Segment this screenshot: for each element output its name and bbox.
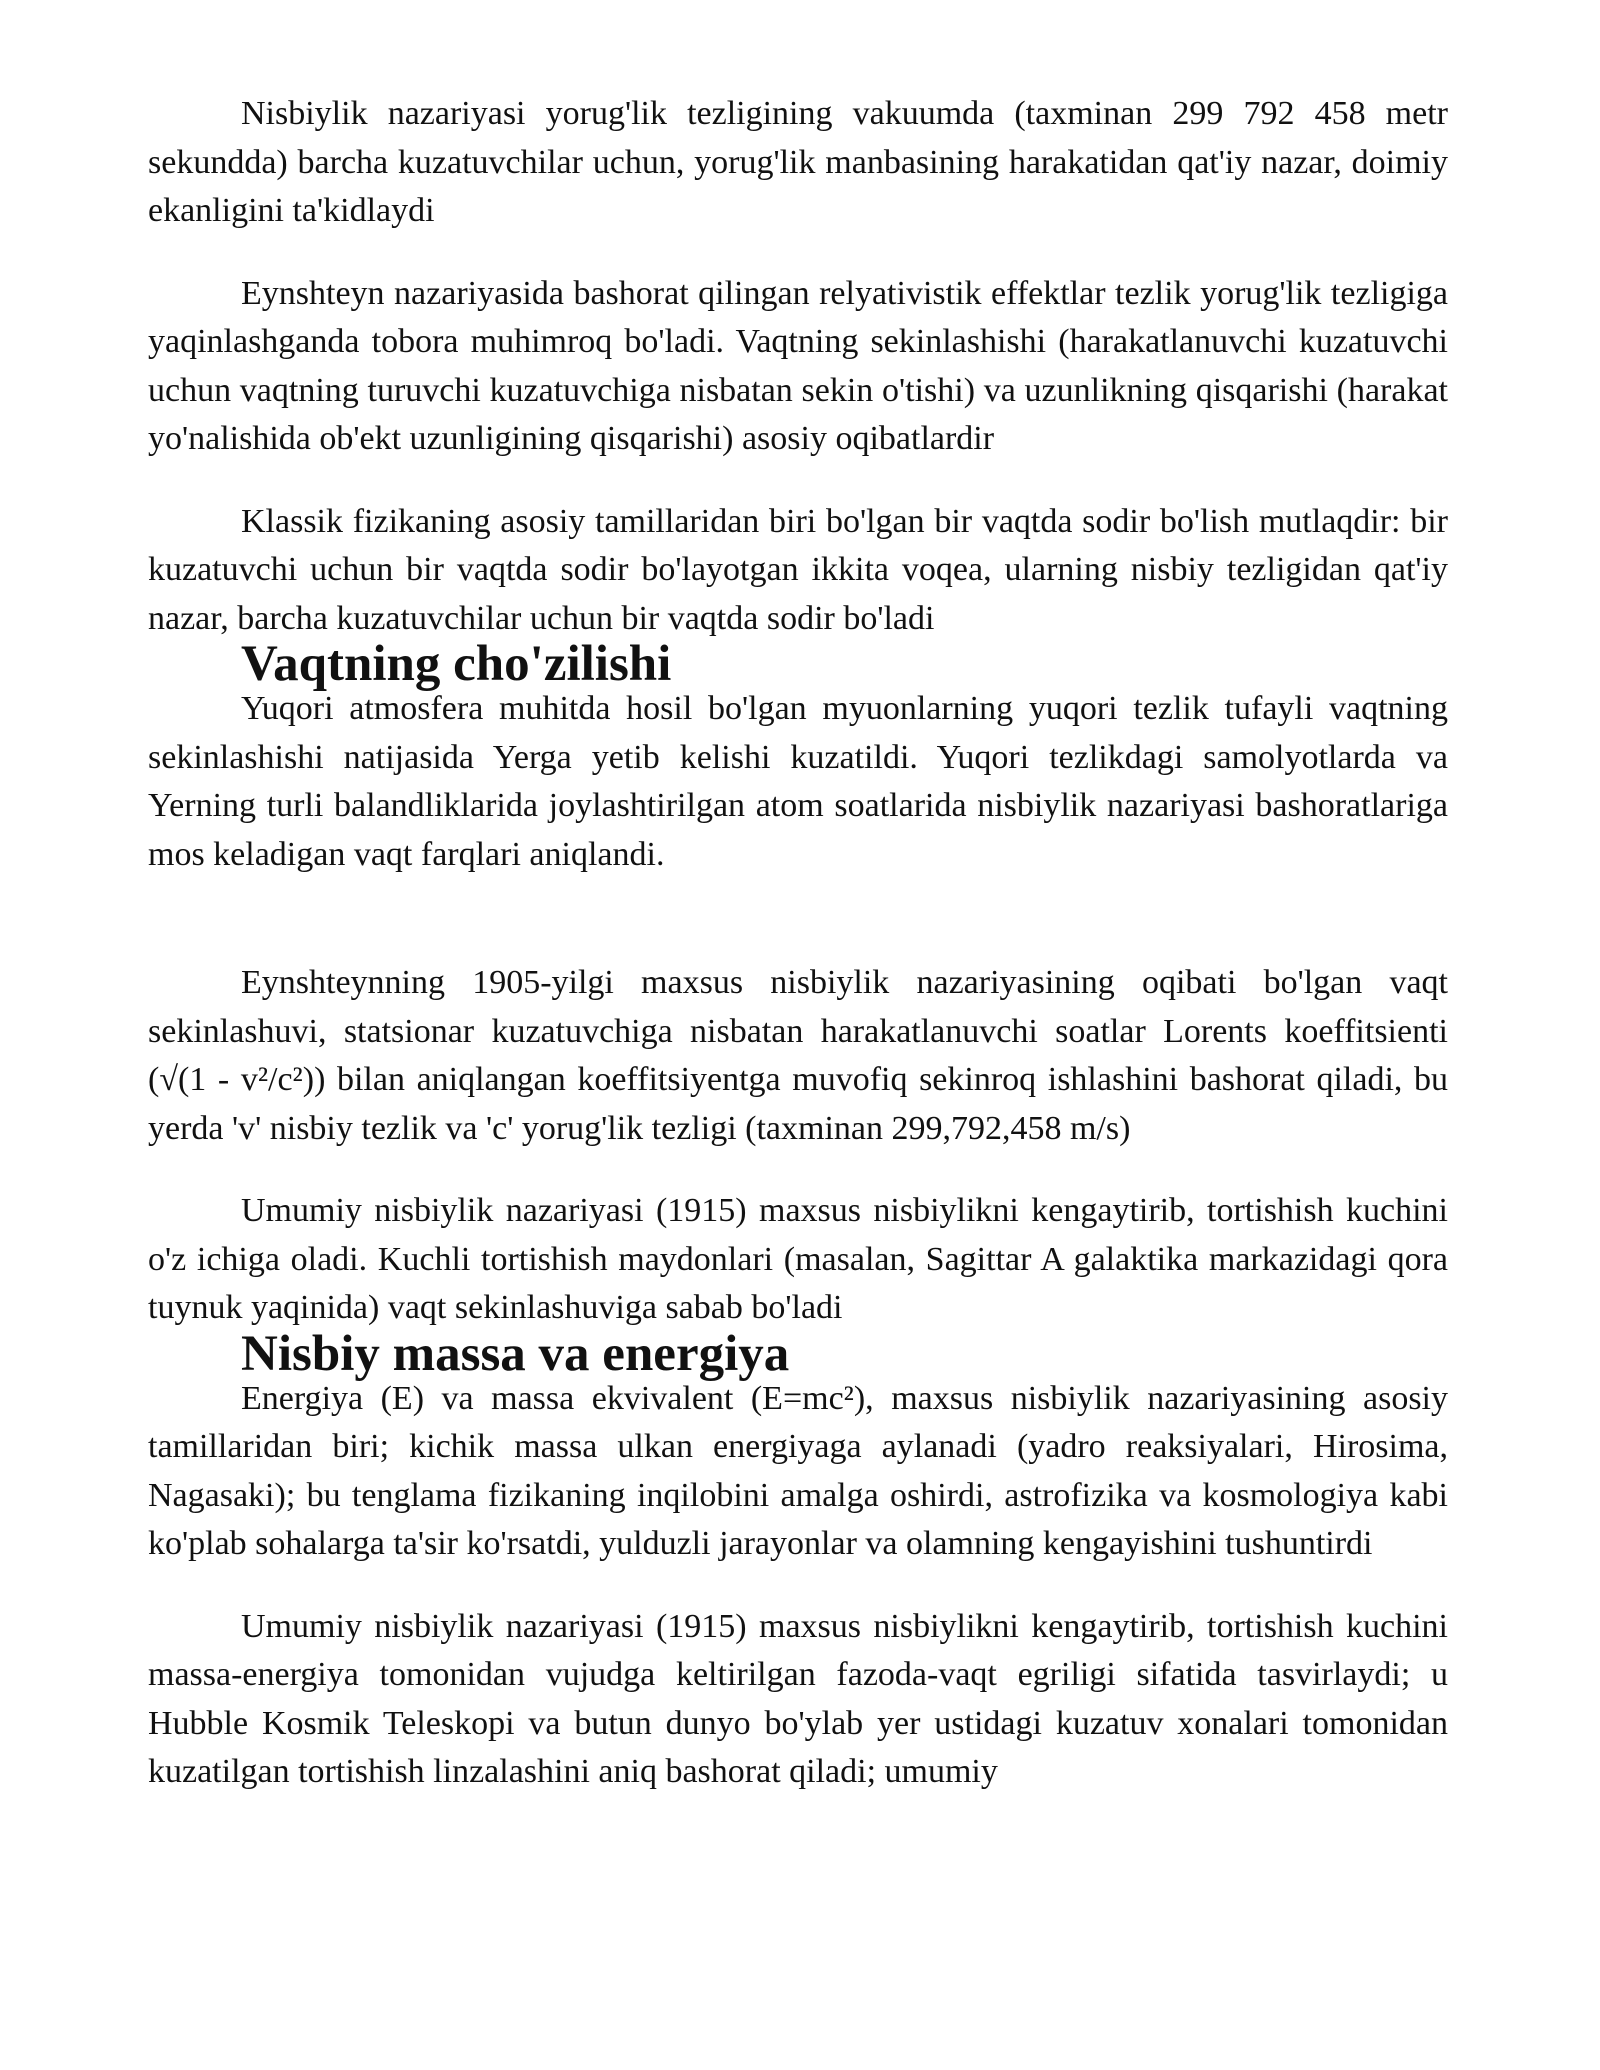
paragraph-speed-of-light: Nisbiylik nazariyasi yorug'lik tezligining vakuumda (taxminan 299 792 458 metr sekundda) barcha kuzatuvchilar uchun, yorug'lik manbasining harakatidan qat'iy nazar, doimiy ekanligini ta'kidlaydi <box>148 95 1448 229</box>
paragraph-spacetime-curvature: Umumiy nisbiylik nazariyasi (1915) maxsus nisbiylikni kengaytirib, tortishish kuchini massa-energiya tomonidan vujudga keltirilgan fazoda-vaqt egriligi sifatida tasvirlaydi; u Hubble Kosmik Teleskopi va butun dunyo bo'ylab yer ustidagi kuzatuv xonalari tomonidan kuzatilgan tortishish linzalashini aniq bashorat qiladi; umumiy <box>148 1607 1448 1790</box>
heading-mass-energy: Nisbiy massa va energiya <box>241 1325 790 1382</box>
paragraph-lorentz-factor: Eynshteynning 1905-yilgi maxsus nisbiylik nazariyasining oqibati bo'lgan vaqt sekinlashuvi, statsionar kuzatuvchiga nisbatan harakatlanuvchi soatlar Lorents koeffitsienti (√(1 - v²/c²)) bilan aniqlangan koeffitsiyentga muvofiq sekinroq ishlashini bashorat qiladi, bu yerda 'v' nisbiy tezlik va 'c' yorug'lik tezligi (taxminan 299,792,458 m/s) <box>148 964 1448 1147</box>
paragraph-muons: Yuqori atmosfera muhitda hosil bo'lgan myuonlarning yuqori tezlik tufayli vaqtning sekinlashishi natijasida Yerga yetib kelishi kuzatildi. Yuqori tezlikdagi samolyotlarda va Yerning turli balandliklarida joylashtirilgan atom soatlarida nisbiylik nazariyasi bashoratlariga mos keladigan vaqt farqlari aniqlandi. <box>148 690 1448 873</box>
paragraph-mass-energy-equivalence: Energiya (E) va massa ekvivalent (E=mc²), maxsus nisbiylik nazariyasining asosiy tamillaridan biri; kichik massa ulkan energiyaga aylanadi (yadro reaksiyalari, Hirosima, Nagasaki); bu tenglama fizikaning inqilobini amalga oshirdi, astrofizika va kosmologiya kabi ko'plab sohalarga ta'sir ko'rsatdi, yulduzli jarayonlar va olamning kengayishini tushuntirdi <box>148 1379 1448 1562</box>
heading-time-dilation: Vaqtning cho'zilishi <box>241 636 672 692</box>
document-page <box>148 90 1448 1797</box>
paragraph-general-relativity-gravity: Umumiy nisbiylik nazariyasi (1915) maxsus nisbiylikni kengaytirib, tortishish kuchini o'z ichiga oladi. Kuchli tortishish maydonlari (masalan, Sagittar A galaktika markazidagi qora tuynuk yaqinida) vaqt sekinlashuviga sabab bo'ladi <box>148 1192 1448 1326</box>
paragraph-relativistic-effects: Eynshteyn nazariyasida bashorat qilingan relyativistik effektlar tezlik yorug'lik tezligiga yaqinlashganda tobora muhimroq bo'ladi. Vaqtning sekinlashishi (harakatlanuvchi kuzatuvchi uchun vaqtning turuvchi kuzatuvchiga nisbatan sekin o'tishi) va uzunlikning qisqarishi (harakat yo'nalishida ob'ekt uzunligining qisqarishi) asosiy oqibatlardir <box>148 274 1448 457</box>
paragraph-simultaneity: Klassik fizikaning asosiy tamillaridan biri bo'lgan bir vaqtda sodir bo'lish mutlaqdir: bir kuzatuvchi uchun bir vaqtda sodir bo'layotgan ikkita voqea, ularning nisbiy tezligidan qat'iy nazar, barcha kuzatuvchilar uchun bir vaqtda sodir bo'ladi <box>148 502 1448 637</box>
